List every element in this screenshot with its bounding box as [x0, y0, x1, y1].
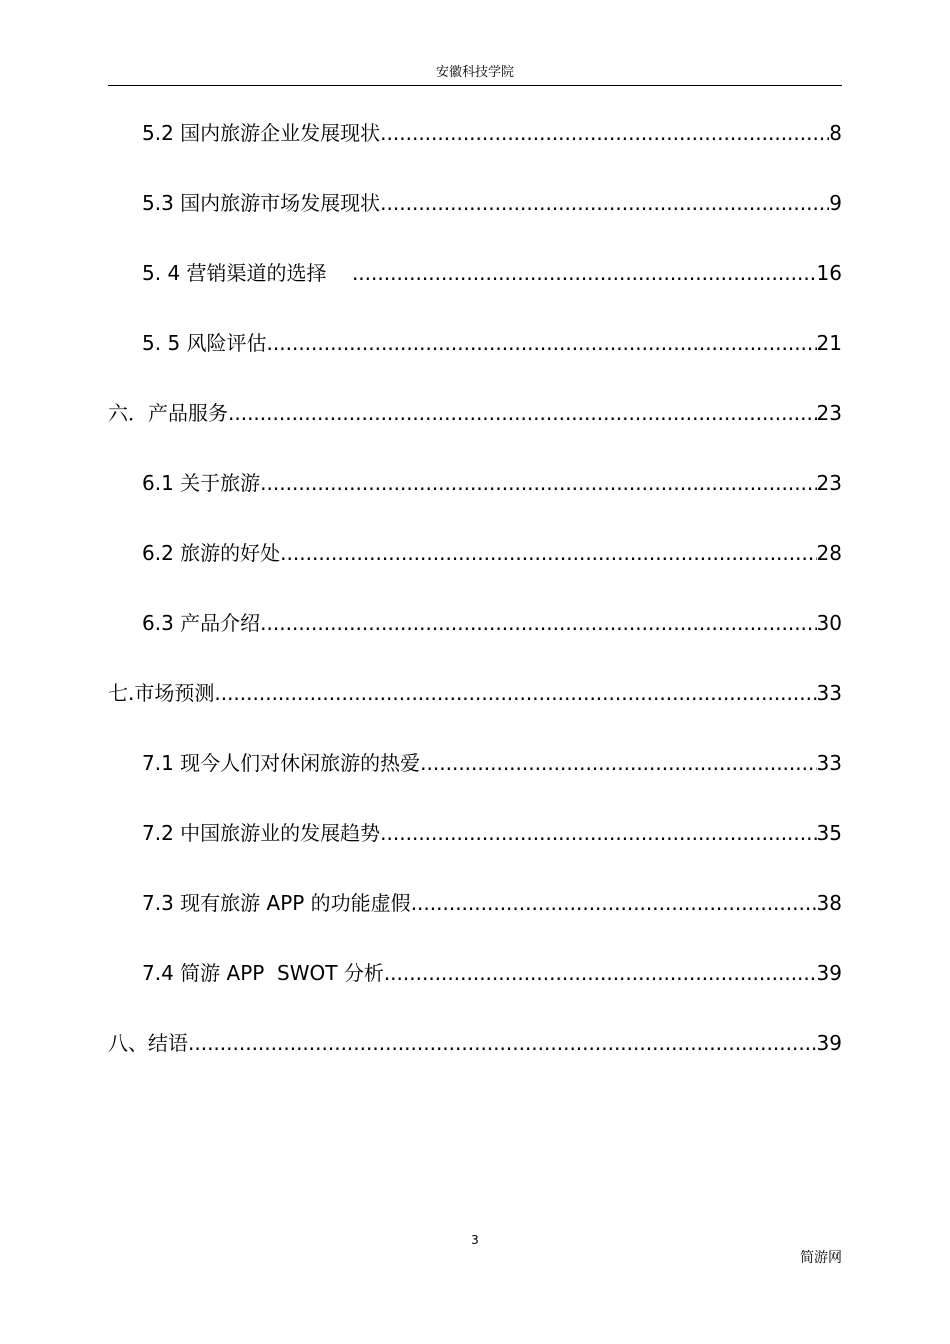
- toc-entry-page: 39: [816, 1031, 842, 1055]
- toc-entry-page: 23: [816, 401, 842, 425]
- toc-dot-leader: [228, 398, 817, 428]
- toc-entry-label: 6.2 旅游的好处: [142, 541, 281, 565]
- toc-entry-label: 7.2 中国旅游业的发展趋势: [142, 821, 381, 845]
- toc-entry[interactable]: [108, 398, 842, 428]
- toc-entry-label: 5.3 国内旅游市场发展现状: [142, 191, 381, 215]
- toc-entry-page: 35: [816, 821, 842, 845]
- toc-entry[interactable]: [142, 888, 842, 918]
- toc-entry-page: 23: [816, 471, 842, 495]
- toc-entry-label: 5. 5 风险评估: [142, 331, 267, 355]
- toc-dot-leader: [380, 118, 829, 148]
- toc-entry[interactable]: [142, 118, 842, 148]
- toc-entry[interactable]: [142, 608, 842, 638]
- toc-dot-leader: [188, 1028, 817, 1058]
- toc-dot-leader: [260, 608, 816, 638]
- toc-entry-label: 八、结语: [108, 1031, 188, 1055]
- footer-brand: 简游网: [800, 1250, 842, 1266]
- toc-entry-label: 七.市场预测: [108, 681, 215, 705]
- page-header-title: 安徽科技学院: [435, 65, 514, 80]
- toc-entry-page: 33: [816, 751, 842, 775]
- toc-entry-page: 8: [829, 121, 842, 145]
- toc-dot-leader: [280, 538, 816, 568]
- toc-entry-label: 6.3 产品介绍: [142, 611, 261, 635]
- toc-entry-label: 7.1 现今人们对休闲旅游的热爱: [142, 751, 421, 775]
- toc-dot-leader: [380, 818, 816, 848]
- toc-entry[interactable]: [142, 818, 842, 848]
- toc-entry-page: 30: [816, 611, 842, 635]
- toc-entry-page: 28: [816, 541, 842, 565]
- toc-entry-page: 33: [816, 681, 842, 705]
- toc-dot-leader: [260, 468, 816, 498]
- toc-entry-page: 16: [816, 261, 842, 285]
- toc-dot-leader: [267, 328, 817, 358]
- toc-entry[interactable]: [142, 328, 842, 358]
- toc-entry-label: 7.3 现有旅游 APP 的功能虚假: [142, 891, 411, 915]
- toc-entry-label: 六．产品服务: [108, 401, 228, 425]
- toc-dot-leader: [380, 188, 829, 218]
- toc-entry-page: 21: [816, 331, 842, 355]
- toc-entry-label: 5. 4 营销渠道的选择: [142, 261, 352, 285]
- header-divider: [108, 85, 842, 86]
- toc-entry[interactable]: [142, 538, 842, 568]
- toc-entry[interactable]: [142, 258, 842, 288]
- toc-entry[interactable]: [142, 468, 842, 498]
- toc-dot-leader: [420, 748, 816, 778]
- toc-entry[interactable]: [108, 678, 842, 708]
- toc-dot-leader: [352, 258, 817, 288]
- toc-entry[interactable]: [142, 748, 842, 778]
- page-number: 3: [471, 1233, 479, 1247]
- toc-entry[interactable]: [142, 958, 842, 988]
- toc-dot-leader: [411, 888, 817, 918]
- toc-entry-label: 6.1 关于旅游: [142, 471, 261, 495]
- toc-entry-page: 39: [816, 961, 842, 985]
- toc-dot-leader: [384, 958, 817, 988]
- toc-entry[interactable]: [142, 188, 842, 218]
- toc-entry-label: 7.4 简游 APP SWOT 分析: [142, 961, 384, 985]
- toc-dot-leader: [214, 678, 816, 708]
- toc-entry-page: 38: [816, 891, 842, 915]
- toc-entry-label: 5.2 国内旅游企业发展现状: [142, 121, 381, 145]
- toc-entry[interactable]: [108, 1028, 842, 1058]
- toc-entry-page: 9: [829, 191, 842, 215]
